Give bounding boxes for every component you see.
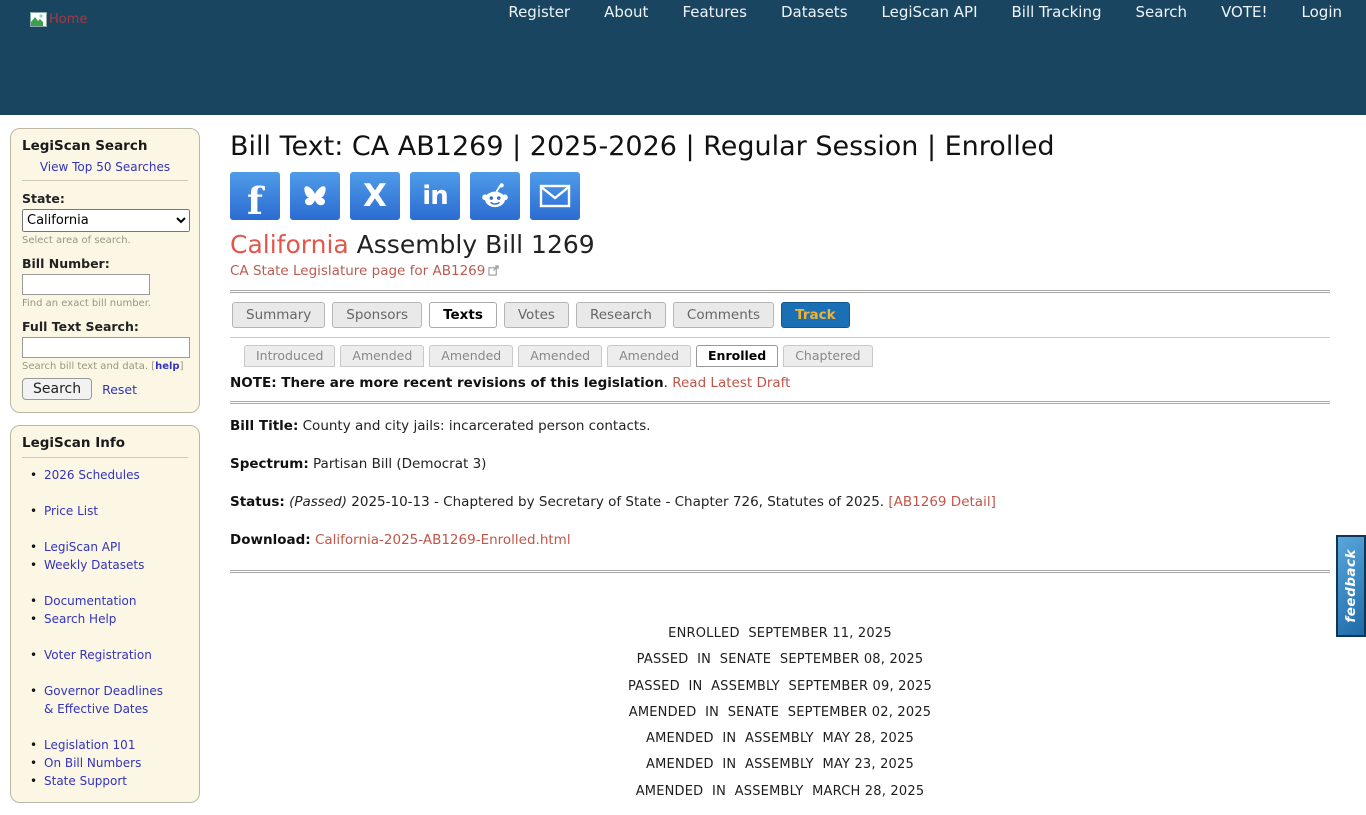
nav-datasets[interactable]: Datasets (780, 3, 848, 21)
header-bar (0, 0, 1366, 115)
sidebar (0, 115, 210, 815)
doc-line: AMENDED IN ASSEMBLY MAY 28, 2025 (646, 731, 914, 747)
search-button[interactable]: Search (22, 378, 92, 400)
divider (22, 180, 188, 181)
doc-line: AMENDED IN ASSEMBLY MAY 23, 2025 (646, 757, 914, 773)
legiscan-search-box (10, 128, 200, 413)
info-link-legiscan-api[interactable]: LegiScan API (44, 540, 121, 554)
list-item (22, 466, 188, 484)
home-label: Home (49, 12, 88, 27)
x-icon[interactable]: X (350, 172, 400, 220)
broken-image-icon (30, 12, 47, 27)
list-item (22, 772, 188, 790)
read-latest-draft-link[interactable]: Read Latest Draft (672, 375, 791, 391)
subtab-amended-4[interactable]: Amended (607, 345, 691, 367)
list-item (22, 538, 188, 556)
tab-sponsors[interactable]: Sponsors (332, 302, 422, 328)
divider (230, 570, 1330, 573)
bill-number-label: Bill Number: (22, 256, 110, 271)
revision-note: NOTE: There are more recent revisions of this legislation. Read Latest Draft (230, 375, 791, 391)
state-legislature-link[interactable]: CA State Legislature page for AB1269 (230, 263, 499, 279)
state-label: State: (22, 191, 65, 206)
doc-line: PASSED IN SENATE SEPTEMBER 08, 2025 (636, 652, 924, 668)
bluesky-icon[interactable] (290, 172, 340, 220)
facebook-icon[interactable]: f (230, 172, 280, 220)
divider (230, 401, 1330, 404)
state-hint: Select area of search. (22, 235, 131, 246)
subtab-amended-2[interactable]: Amended (429, 345, 513, 367)
info-box-title: LegiScan Info (22, 435, 125, 451)
external-link-icon (488, 264, 499, 280)
info-link-legislation-101[interactable]: Legislation 101 (44, 738, 136, 752)
view-top-searches-link[interactable]: View Top 50 Searches (39, 160, 171, 174)
full-text-hint: Search bill text and data. [help] (22, 361, 184, 372)
subtab-amended-1[interactable]: Amended (340, 345, 424, 367)
nav-legiscan-api[interactable]: LegiScan API (881, 3, 978, 21)
tab-summary[interactable]: Summary (232, 302, 325, 328)
subtab-introduced[interactable]: Introduced (244, 345, 335, 367)
list-item (22, 502, 188, 520)
bill-heading-rest: Assembly Bill 1269 (348, 230, 595, 259)
social-share-row (230, 172, 1330, 223)
download-link[interactable]: California-2025-AB1269-Enrolled.html (314, 532, 571, 548)
tab-comments[interactable]: Comments (673, 302, 774, 328)
info-link-search-help[interactable]: Search Help (44, 612, 117, 626)
bill-heading (230, 230, 1330, 259)
bill-detail-link[interactable]: [AB1269 Detail] (888, 494, 996, 510)
nav-features[interactable]: Features (682, 3, 747, 21)
legiscan-info-box (10, 425, 200, 803)
search-box-title: LegiScan Search (22, 138, 148, 154)
nav-search[interactable]: Search (1135, 3, 1188, 21)
bill-state-name: California (230, 230, 349, 259)
bill-title-line: Bill Title: County and city jails: incarcerated person contacts. (230, 418, 651, 434)
email-icon[interactable] (530, 172, 580, 220)
info-links-list (22, 466, 188, 790)
subtab-chaptered[interactable]: Chaptered (783, 345, 872, 367)
bill-tabs (230, 293, 1330, 337)
doc-line: AMENDED IN SENATE SEPTEMBER 02, 2025 (628, 704, 932, 720)
help-link[interactable]: help (155, 361, 180, 372)
doc-line: AMENDED IN ASSEMBLY MARCH 28, 2025 (635, 783, 925, 799)
status-line: Status: (Passed) 2025-10-13 - Chaptered by Secretary of State - Chapter 726, Statutes of 2025. [AB1269 Detail] (230, 494, 996, 510)
info-link-governor-deadlines[interactable]: • Governor Deadlines & Effective Dates (44, 684, 164, 716)
tab-track[interactable]: Track (781, 302, 849, 328)
info-link-voter-registration[interactable]: Voter Registration (44, 648, 152, 662)
full-text-label: Full Text Search: (22, 319, 139, 334)
text-version-tabs (230, 338, 1330, 367)
tab-votes[interactable]: Votes (504, 302, 569, 328)
list-item (22, 736, 188, 754)
info-link-on-bill-numbers[interactable]: On Bill Numbers (44, 756, 142, 770)
reset-link[interactable]: Reset (102, 381, 138, 397)
subtab-amended-3[interactable]: Amended (518, 345, 602, 367)
doc-line: ENROLLED SEPTEMBER 11, 2025 (668, 626, 892, 641)
state-select[interactable] (22, 209, 190, 232)
bill-number-hint: Find an exact bill number. (22, 298, 152, 309)
page-title: Bill Text: CA AB1269 | 2025-2026 | Regular Session | Enrolled (230, 131, 1055, 162)
nav-bill-tracking[interactable]: Bill Tracking (1011, 3, 1102, 21)
feedback-button[interactable] (1336, 535, 1366, 637)
tab-texts[interactable]: Texts (429, 302, 497, 328)
list-item (22, 682, 188, 718)
subtab-enrolled[interactable]: Enrolled (696, 345, 778, 367)
nav-login[interactable]: Login (1301, 3, 1342, 21)
divider (22, 457, 188, 458)
linkedin-icon[interactable]: in (410, 172, 460, 220)
home-link[interactable] (30, 12, 87, 27)
bill-text-document (230, 621, 1330, 805)
download-line: Download: California-2025-AB1269-Enrolled.html (230, 532, 571, 548)
nav-register[interactable]: Register (508, 3, 571, 21)
info-link-price-list[interactable]: Price List (44, 504, 99, 518)
nav-vote[interactable]: VOTE! (1221, 3, 1268, 21)
full-text-input[interactable] (22, 337, 190, 358)
spectrum-line: Spectrum: Partisan Bill (Democrat 3) (230, 456, 487, 472)
tab-research[interactable]: Research (576, 302, 666, 328)
nav-about[interactable]: About (604, 3, 649, 21)
doc-line: PASSED IN ASSEMBLY SEPTEMBER 09, 2025 (627, 678, 933, 694)
feedback-label: feedback (1343, 549, 1359, 623)
bill-number-input[interactable] (22, 274, 150, 295)
list-item (22, 754, 188, 772)
info-link-2026-schedules[interactable]: 2026 Schedules (44, 468, 140, 482)
list-item (22, 646, 188, 664)
info-link-documentation[interactable]: Documentation (44, 594, 137, 608)
list-item (22, 592, 188, 610)
reddit-icon[interactable] (470, 172, 520, 220)
list-item (22, 610, 188, 628)
list-item (22, 556, 188, 574)
info-link-weekly-datasets[interactable]: Weekly Datasets (44, 558, 145, 572)
top-navigation (0, 0, 1366, 21)
main-content (210, 115, 1366, 815)
info-link-state-support[interactable]: State Support (44, 774, 128, 788)
